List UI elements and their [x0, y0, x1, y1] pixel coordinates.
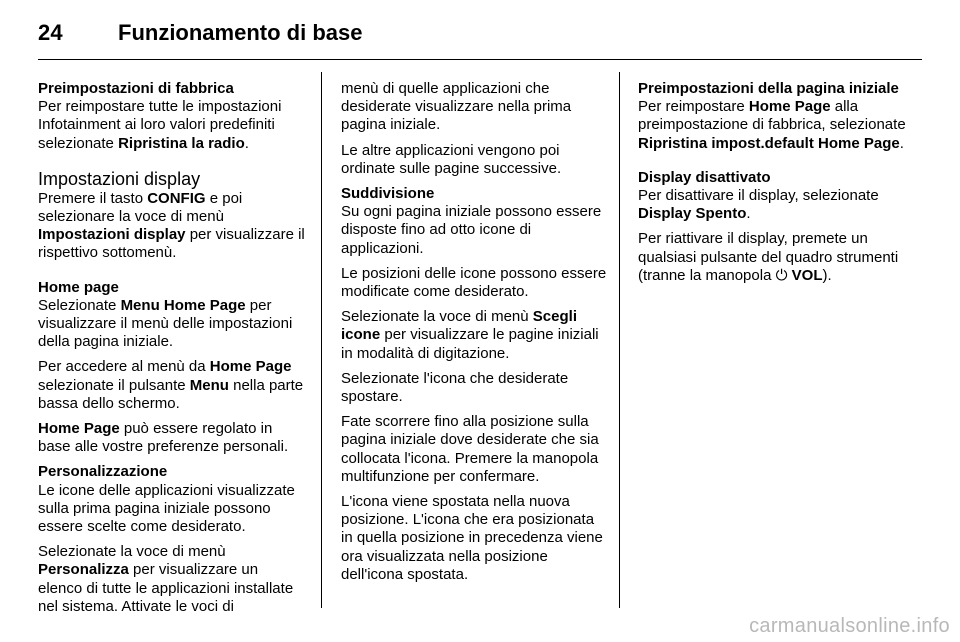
section-heading: Display disattivato — [638, 168, 771, 186]
paragraph: Le posizioni delle icone possono essere modificate come desiderato. — [341, 264, 607, 301]
section-home-page-presets — [638, 80, 906, 153]
section-factory-presets — [38, 80, 306, 153]
section-display-settings — [38, 169, 306, 263]
column-divider — [321, 72, 322, 608]
power-icon: ⏻ — [775, 266, 788, 284]
section-subdivision — [341, 185, 609, 258]
section-display-off — [638, 169, 906, 224]
paragraph: Selezionate la voce di menù Personalizza per visualizzare un elenco di tutte le applicazioni installate nel sistema. Attivate le voci di — [38, 543, 294, 615]
paragraph: Selezionate la voce di menù Scegli icone per visualizzare le pagine iniziali in modalità di digitazione. — [341, 308, 599, 362]
page-number: 24 — [38, 20, 63, 45]
paragraph: Selezionate Menu Home Page per visualizzare il menù delle impostazioni della pagina iniziale. — [38, 296, 293, 351]
paragraph: Le icone delle applicazioni visualizzate sulla prima pagina iniziale possono essere scelte come desiderato. — [38, 481, 295, 536]
paragraph: menù di quelle applicazioni che desiderate visualizzare nella prima pagina iniziale. — [341, 80, 572, 134]
paragraph: Le altre applicazioni vengono poi ordinate sulle pagine successive. — [341, 141, 562, 177]
paragraph: Per reimpostare tutte le impostazioni Infotainment ai loro valori predefiniti selezionate Ripristina la radio. — [38, 98, 282, 152]
section-home-page — [38, 279, 306, 352]
watermark: carmanualsonline.info — [749, 615, 950, 637]
section-heading: Impostazioni display — [38, 168, 201, 189]
section-heading: Preimpostazioni di fabbrica — [38, 80, 234, 97]
paragraph: Home Page può essere regolato in base alle vostre preferenze personali. — [38, 420, 289, 456]
section-heading: Personalizzazione — [38, 463, 168, 481]
paragraph: Per riattivare il display, premete un qualsiasi pulsante del quadro strumenti (tranne la manopola ⏻ VOL). — [638, 230, 899, 284]
paragraph: Fate scorrere fino alla posizione sulla pagina iniziale dove desiderate che sia collocata l'icona. Premere la manopola multifunzione per confermare. — [341, 413, 599, 485]
paragraph: Su ogni pagina iniziale possono essere disposte fino ad otto icone di applicazioni. — [341, 203, 602, 257]
section-personalization — [38, 463, 306, 536]
column-divider — [619, 72, 620, 608]
column-2 — [341, 80, 609, 591]
section-heading: Home page — [38, 278, 119, 296]
paragraph: Per reimpostare Home Page alla preimpostazione di fabbrica, selezionate Ripristina impost.default Home Page. — [638, 98, 906, 152]
paragraph: Per disattivare il display, selezionate Display Spento. — [638, 187, 879, 223]
column-1 — [38, 80, 306, 623]
paragraph: Selezionate l'icona che desiderate spostare. — [341, 369, 569, 406]
paragraph: Per accedere al menù da Home Page selezionate il pulsante Menu nella parte bassa dello schermo. — [38, 358, 304, 412]
page-title: Funzionamento di base — [118, 20, 363, 45]
paragraph: Premere il tasto CONFIG e poi selezionare la voce di menù Impostazioni display per visualizzare il rispettivo sottomenù. — [38, 189, 305, 262]
column-3 — [638, 80, 906, 292]
paragraph: L'icona viene spostata nella nuova posizione. L'icona che era posizionata in quella posizione in precedenza viene ora visualizzata nella posizione dell'icona spostata. — [341, 493, 603, 583]
section-heading: Preimpostazioni della pagina iniziale — [638, 80, 899, 97]
page-header — [38, 14, 922, 60]
section-heading: Suddivisione — [341, 185, 435, 203]
